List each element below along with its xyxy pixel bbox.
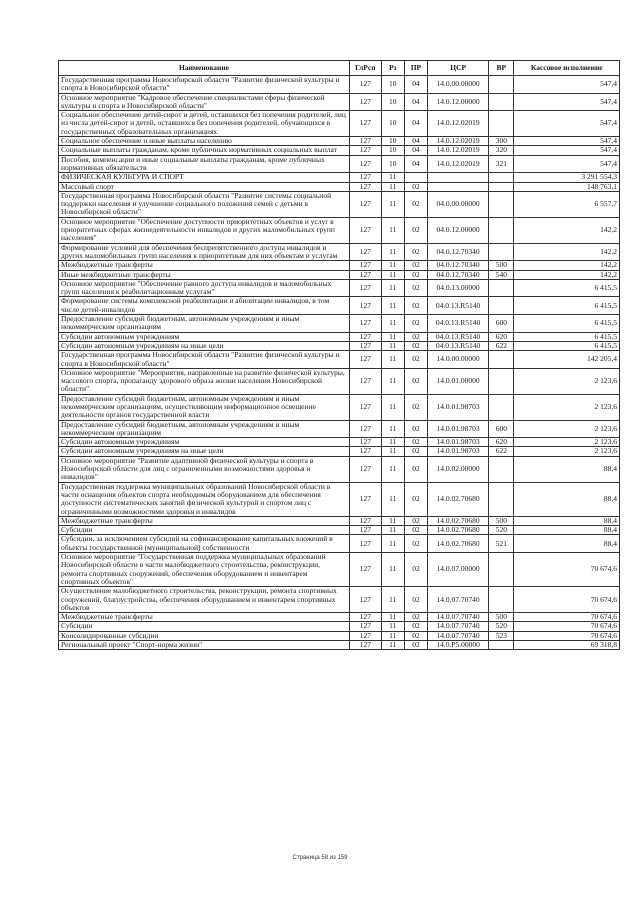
cell-rz: 10: [381, 93, 404, 111]
cell-grbs: 127: [350, 516, 382, 525]
cell-vr: [489, 368, 514, 394]
cell-pr: 02: [404, 631, 427, 640]
cell-sum: 142,2: [514, 261, 620, 270]
table-row: [59, 456, 620, 482]
table-row: [59, 516, 620, 525]
cell-name: Субсидии: [59, 526, 350, 535]
cell-name: Межбюджетные трансферты: [59, 261, 350, 270]
cell-rz: 11: [381, 482, 404, 516]
cell-grbs: 127: [350, 146, 382, 155]
cell-rz: 11: [381, 526, 404, 535]
cell-csr: 14.0.01.98703: [428, 438, 489, 447]
cell-rz: 11: [381, 191, 404, 217]
cell-sum: 142,2: [514, 243, 620, 261]
cell-rz: 11: [381, 631, 404, 640]
cell-csr: 04.0.12.00000: [428, 217, 489, 243]
table-row: [59, 270, 620, 279]
cell-grbs: 127: [350, 243, 382, 261]
cell-csr: 04.0.12.70340: [428, 243, 489, 261]
cell-pr: 02: [404, 270, 427, 279]
cell-vr: 540: [489, 270, 514, 279]
cell-csr: 04.0.13.R5140: [428, 297, 489, 315]
cell-pr: 02: [404, 243, 427, 261]
cell-vr: [489, 297, 514, 315]
header-rz: Рз: [381, 61, 404, 76]
cell-name: Социальное обеспечение детей-сирот и детей, оставшихся без попечения родителей, лиц из числа детей-сирот и детей, оставшихся без попечения родителей, обучающихся в государственных образовательных организациях: [59, 111, 350, 137]
table-row: [59, 526, 620, 535]
table-row: [59, 76, 620, 94]
cell-sum: 88,4: [514, 456, 620, 482]
cell-grbs: 127: [350, 111, 382, 137]
cell-vr: 520: [489, 526, 514, 535]
cell-grbs: 127: [350, 394, 382, 420]
cell-csr: 14.0.02.70680: [428, 516, 489, 525]
table-row: [59, 641, 620, 650]
table-row: [59, 613, 620, 622]
cell-grbs: 127: [350, 631, 382, 640]
cell-name: Субсидии: [59, 622, 350, 631]
cell-name: ФИЗИЧЕСКАЯ КУЛЬТУРА И СПОРТ: [59, 173, 350, 182]
cell-sum: 88,4: [514, 526, 620, 535]
cell-sum: 142 205,4: [514, 351, 620, 369]
cell-name: Субсидии автономным учреждениям: [59, 332, 350, 341]
cell-pr: 02: [404, 341, 427, 350]
cell-rz: 10: [381, 146, 404, 155]
cell-grbs: 127: [350, 173, 382, 182]
cell-csr: 14.0.12.02019: [428, 111, 489, 137]
cell-grbs: 127: [350, 297, 382, 315]
cell-pr: 02: [404, 182, 427, 191]
cell-pr: 02: [404, 516, 427, 525]
cell-grbs: 127: [350, 456, 382, 482]
cell-name: Основное мероприятие "Кадровое обеспечение специалистами сферы физической культуры и спорта в Новосибирской области": [59, 93, 350, 111]
cell-vr: [489, 482, 514, 516]
cell-rz: 11: [381, 420, 404, 438]
cell-sum: 69 318,8: [514, 641, 620, 650]
table-row: [59, 622, 620, 631]
header-csr: ЦСР: [428, 61, 489, 76]
cell-grbs: 127: [350, 553, 382, 587]
cell-grbs: 127: [350, 93, 382, 111]
cell-grbs: 127: [350, 368, 382, 394]
cell-pr: 02: [404, 613, 427, 622]
cell-csr: 14.0.12.02019: [428, 137, 489, 146]
cell-sum: 148 763,1: [514, 182, 620, 191]
cell-grbs: 127: [350, 217, 382, 243]
cell-vr: [489, 351, 514, 369]
cell-pr: 02: [404, 553, 427, 587]
cell-name: Формирование условий для обеспечения беспрепятственного доступа инвалидов и других маломобильных групп населения к приоритетным для них объектам и услугам: [59, 243, 350, 261]
cell-vr: 300: [489, 137, 514, 146]
table-row: [59, 438, 620, 447]
cell-grbs: 127: [350, 137, 382, 146]
cell-rz: 11: [381, 217, 404, 243]
cell-grbs: 127: [350, 526, 382, 535]
cell-name: Основное мероприятие "Обеспечение доступности приоритетных объектов и услуг в приоритетных сферах жизнедеятельности инвалидов и других маломобильных групп населения": [59, 217, 350, 243]
cell-pr: 02: [404, 587, 427, 613]
cell-vr: 622: [489, 447, 514, 456]
cell-grbs: 127: [350, 351, 382, 369]
cell-grbs: 127: [350, 76, 382, 94]
cell-csr: 14.0.02.00000: [428, 456, 489, 482]
cell-csr: 04.0.13.00000: [428, 279, 489, 297]
table-row: [59, 243, 620, 261]
cell-vr: 620: [489, 332, 514, 341]
cell-name: Субсидии, за исключением субсидий на софинансирование капитальных вложений в объекты государственной (муниципальной) собственности: [59, 535, 350, 553]
cell-name: Формирование системы комплексной реабилитации и абилитации инвалидов, в том числе детей-инвалидов: [59, 297, 350, 315]
cell-csr: 14.0.12.02019: [428, 155, 489, 173]
cell-csr: 14.0.07.70740: [428, 613, 489, 622]
table-row: [59, 315, 620, 333]
cell-pr: 02: [404, 482, 427, 516]
cell-vr: [489, 182, 514, 191]
cell-csr: 14.0.P5.00000: [428, 641, 489, 650]
cell-vr: [489, 553, 514, 587]
table-row: [59, 261, 620, 270]
cell-grbs: 127: [350, 191, 382, 217]
cell-sum: 2 123,6: [514, 438, 620, 447]
cell-name: Межбюджетные трансферты: [59, 516, 350, 525]
cell-vr: [489, 587, 514, 613]
cell-sum: 6 415,5: [514, 279, 620, 297]
cell-pr: 02: [404, 351, 427, 369]
cell-grbs: 127: [350, 279, 382, 297]
cell-name: Основное мероприятие "Обеспечение равного доступа инвалидов и маломобильных групп населения к реабилитационным услугам": [59, 279, 350, 297]
cell-pr: 04: [404, 155, 427, 173]
cell-sum: 70 674,6: [514, 622, 620, 631]
cell-vr: [489, 111, 514, 137]
cell-csr: 14.0.01.98703: [428, 420, 489, 438]
table-row: [59, 155, 620, 173]
header-vr: ВР: [489, 61, 514, 76]
cell-name: Государственная программа Новосибирской области "Развитие системы социальной поддержки населения и улучшение социального положения семей с детьми в Новосибирской области": [59, 191, 350, 217]
cell-rz: 11: [381, 368, 404, 394]
cell-name: Субсидии автономным учреждениям: [59, 438, 350, 447]
cell-sum: 88,4: [514, 482, 620, 516]
table-row: [59, 587, 620, 613]
cell-csr: 04.0.13.R5140: [428, 341, 489, 350]
cell-sum: 6 557,7: [514, 191, 620, 217]
cell-name: Предоставление субсидий бюджетным, автономным учреждениям и иным некоммерческим организациям: [59, 420, 350, 438]
cell-rz: 11: [381, 438, 404, 447]
cell-pr: 02: [404, 535, 427, 553]
cell-sum: 547,4: [514, 137, 620, 146]
cell-pr: 02: [404, 297, 427, 315]
cell-rz: 11: [381, 270, 404, 279]
cell-csr: 04.0.00.00000: [428, 191, 489, 217]
cell-rz: 11: [381, 182, 404, 191]
cell-vr: 500: [489, 613, 514, 622]
cell-rz: 10: [381, 111, 404, 137]
cell-pr: 02: [404, 368, 427, 394]
cell-vr: 500: [489, 261, 514, 270]
cell-rz: 11: [381, 315, 404, 333]
table-row: [59, 631, 620, 640]
table-header-row: [59, 61, 620, 76]
header-sum: Кассовое исполнение: [514, 61, 620, 76]
table-row: [59, 341, 620, 350]
cell-sum: 142,2: [514, 270, 620, 279]
cell-csr: [428, 173, 489, 182]
cell-name: Основное мероприятие "Государственная поддержка муниципальных образований Новосибирской области в части малобюджетного строительства, реконструкции, ремонта спортивных сооружений, обеспечения оборудованием и инвентарем спортивных объектов": [59, 553, 350, 587]
cell-pr: 04: [404, 93, 427, 111]
cell-csr: 14.0.02.70680: [428, 535, 489, 553]
cell-pr: 04: [404, 76, 427, 94]
cell-csr: 04.0.12.70340: [428, 270, 489, 279]
cell-pr: 04: [404, 146, 427, 155]
report-table: [58, 60, 620, 650]
cell-grbs: 127: [350, 332, 382, 341]
cell-pr: 02: [404, 332, 427, 341]
cell-csr: 14.0.02.70680: [428, 526, 489, 535]
table-row: [59, 137, 620, 146]
cell-grbs: 127: [350, 182, 382, 191]
table-row: [59, 111, 620, 137]
table-row: [59, 146, 620, 155]
cell-vr: [489, 243, 514, 261]
cell-vr: [489, 76, 514, 94]
cell-rz: 11: [381, 261, 404, 270]
cell-name: Основное мероприятие "Развитие адаптивной физической культуры и спорта в Новосибирской области для лиц с ограниченными возможностями здоровья и инвалидов": [59, 456, 350, 482]
cell-csr: 04.0.13.R5140: [428, 315, 489, 333]
cell-sum: 70 674,6: [514, 631, 620, 640]
cell-rz: 11: [381, 173, 404, 182]
table-body: [59, 76, 620, 650]
cell-rz: 11: [381, 622, 404, 631]
cell-name: Социальное обеспечение и иные выплаты населению: [59, 137, 350, 146]
cell-sum: 70 674,6: [514, 613, 620, 622]
cell-vr: 521: [489, 535, 514, 553]
cell-sum: 547,4: [514, 146, 620, 155]
header-pr: ПР: [404, 61, 427, 76]
cell-name: Субсидии автономным учреждениям на иные цели: [59, 447, 350, 456]
cell-rz: 11: [381, 516, 404, 525]
cell-vr: [489, 173, 514, 182]
cell-name: Региональный проект "Спорт-норма жизни": [59, 641, 350, 650]
cell-name: Предоставление субсидий бюджетным, автономным учреждениям и иным некоммерческим организациям: [59, 315, 350, 333]
table-row: [59, 535, 620, 553]
cell-sum: 547,4: [514, 111, 620, 137]
cell-vr: 523: [489, 631, 514, 640]
cell-pr: 02: [404, 261, 427, 270]
cell-pr: 02: [404, 456, 427, 482]
cell-vr: 321: [489, 155, 514, 173]
cell-csr: 14.0.01.00000: [428, 368, 489, 394]
table-row: [59, 297, 620, 315]
cell-rz: 11: [381, 297, 404, 315]
cell-csr: 14.0.00.00000: [428, 351, 489, 369]
cell-name: Осуществление малобюджетного строительства, реконструкции, ремонта спортивных сооружений, благоустройства, обеспечения оборудованием и инвентарем спортивных объектов: [59, 587, 350, 613]
cell-csr: 14.0.12.02019: [428, 146, 489, 155]
cell-csr: 04.0.13.R5140: [428, 332, 489, 341]
cell-grbs: 127: [350, 438, 382, 447]
cell-rz: 11: [381, 456, 404, 482]
cell-rz: 10: [381, 137, 404, 146]
cell-grbs: 127: [350, 613, 382, 622]
cell-sum: 6 415,5: [514, 315, 620, 333]
cell-pr: 02: [404, 420, 427, 438]
cell-grbs: 127: [350, 587, 382, 613]
cell-csr: 14.0.00.00000: [428, 76, 489, 94]
cell-name: Государственная программа Новосибирской области "Развитие физической культуры и спорта в Новосибирской области": [59, 76, 350, 94]
cell-sum: 6 415,5: [514, 332, 620, 341]
cell-name: Субсидии автономным учреждениям на иные цели: [59, 341, 350, 350]
cell-vr: 620: [489, 438, 514, 447]
cell-rz: 10: [381, 155, 404, 173]
cell-name: Социальные выплаты гражданам, кроме публичных нормативных социальных выплат: [59, 146, 350, 155]
cell-pr: 02: [404, 394, 427, 420]
cell-rz: 11: [381, 535, 404, 553]
cell-vr: [489, 641, 514, 650]
cell-grbs: 127: [350, 482, 382, 516]
cell-rz: 11: [381, 279, 404, 297]
table-row: [59, 93, 620, 111]
cell-csr: 14.0.01.98703: [428, 394, 489, 420]
table-row: [59, 553, 620, 587]
cell-pr: 02: [404, 526, 427, 535]
cell-rz: 11: [381, 641, 404, 650]
cell-sum: 70 674,6: [514, 553, 620, 587]
cell-name: Межбюджетные трансферты: [59, 613, 350, 622]
table-row: [59, 447, 620, 456]
cell-pr: 04: [404, 137, 427, 146]
cell-sum: 2 123,6: [514, 447, 620, 456]
cell-rz: 10: [381, 76, 404, 94]
cell-grbs: 127: [350, 270, 382, 279]
table-row: [59, 182, 620, 191]
cell-sum: 6 415,5: [514, 341, 620, 350]
cell-csr: 14.0.07.70740: [428, 587, 489, 613]
table-row: [59, 368, 620, 394]
cell-name: Консолидированные субсидии: [59, 631, 350, 640]
cell-rz: 11: [381, 394, 404, 420]
cell-vr: [489, 279, 514, 297]
cell-name: Предоставление субсидий бюджетным, автономным учреждениям и иным некоммерческим организациям, осуществляющим информационное освещение деятельности органов государственной власти: [59, 394, 350, 420]
cell-vr: 520: [489, 622, 514, 631]
cell-name: Государственная программа Новосибирской области "Развитие физической культуры и спорта в Новосибирской области": [59, 351, 350, 369]
table-row: [59, 191, 620, 217]
table-row: [59, 332, 620, 341]
cell-csr: 14.0.07.00000: [428, 553, 489, 587]
cell-name: Массовый спорт: [59, 182, 350, 191]
cell-vr: 600: [489, 315, 514, 333]
cell-sum: 3 291 554,3: [514, 173, 620, 182]
header-name: Наименование: [59, 61, 350, 76]
cell-pr: 02: [404, 217, 427, 243]
cell-rz: 11: [381, 613, 404, 622]
cell-name: Государственная поддержка муниципальных образований Новосибирской области в части оснащения объектов спорта необходимым оборудованием для обеспечения доступности систематических занятий физической культурой и спортом лиц с ограниченными возможностями здоровья и инвалидов: [59, 482, 350, 516]
cell-sum: 547,4: [514, 76, 620, 94]
cell-name: Основное мероприятие "Мероприятия, направленные на развитие физической культуры, массового спорта, пропаганду здорового образа жизни населения Новосибирской области": [59, 368, 350, 394]
cell-rz: 11: [381, 351, 404, 369]
cell-csr: 14.0.02.70680: [428, 482, 489, 516]
cell-grbs: 127: [350, 261, 382, 270]
cell-vr: [489, 191, 514, 217]
cell-vr: [489, 456, 514, 482]
cell-vr: [489, 93, 514, 111]
cell-rz: 11: [381, 332, 404, 341]
cell-rz: 11: [381, 341, 404, 350]
table-row: [59, 482, 620, 516]
cell-sum: 2 123,6: [514, 420, 620, 438]
cell-vr: 320: [489, 146, 514, 155]
cell-sum: 88,4: [514, 516, 620, 525]
cell-pr: 02: [404, 641, 427, 650]
cell-grbs: 127: [350, 641, 382, 650]
cell-csr: 14.0.07.70740: [428, 622, 489, 631]
cell-sum: 6 415,5: [514, 297, 620, 315]
cell-pr: 02: [404, 315, 427, 333]
cell-csr: [428, 182, 489, 191]
page-number: Страница 58 из 159: [292, 855, 348, 861]
cell-csr: 14.0.12.00000: [428, 93, 489, 111]
cell-grbs: 127: [350, 447, 382, 456]
table-row: [59, 351, 620, 369]
cell-sum: 2 123,6: [514, 368, 620, 394]
cell-vr: [489, 217, 514, 243]
cell-sum: 70 674,6: [514, 587, 620, 613]
cell-vr: 622: [489, 341, 514, 350]
table-row: [59, 394, 620, 420]
cell-name: Пособия, компенсации и иные социальные выплаты гражданам, кроме публичных нормативных обязательств: [59, 155, 350, 173]
cell-vr: [489, 394, 514, 420]
cell-rz: 11: [381, 587, 404, 613]
cell-grbs: 127: [350, 341, 382, 350]
table-row: [59, 420, 620, 438]
cell-sum: 88,4: [514, 535, 620, 553]
cell-rz: 11: [381, 553, 404, 587]
cell-rz: 11: [381, 243, 404, 261]
cell-csr: 14.0.07.70740: [428, 631, 489, 640]
cell-pr: [404, 173, 427, 182]
cell-grbs: 127: [350, 420, 382, 438]
cell-sum: 547,4: [514, 93, 620, 111]
cell-grbs: 127: [350, 622, 382, 631]
cell-pr: 04: [404, 111, 427, 137]
cell-grbs: 127: [350, 315, 382, 333]
cell-csr: 04.0.12.70340: [428, 261, 489, 270]
cell-sum: 142,2: [514, 217, 620, 243]
cell-grbs: 127: [350, 155, 382, 173]
table-row: [59, 217, 620, 243]
cell-pr: 02: [404, 622, 427, 631]
header-grbs: ГлРсп: [350, 61, 382, 76]
table-row: [59, 173, 620, 182]
cell-sum: 2 123,6: [514, 394, 620, 420]
cell-grbs: 127: [350, 535, 382, 553]
cell-sum: 547,4: [514, 155, 620, 173]
table-row: [59, 279, 620, 297]
cell-pr: 02: [404, 279, 427, 297]
cell-pr: 02: [404, 438, 427, 447]
cell-vr: 600: [489, 420, 514, 438]
cell-csr: 14.0.01.98703: [428, 447, 489, 456]
cell-pr: 02: [404, 447, 427, 456]
cell-rz: 11: [381, 447, 404, 456]
cell-vr: 500: [489, 516, 514, 525]
cell-name: Иные межбюджетные трансферты: [59, 270, 350, 279]
cell-pr: 02: [404, 191, 427, 217]
